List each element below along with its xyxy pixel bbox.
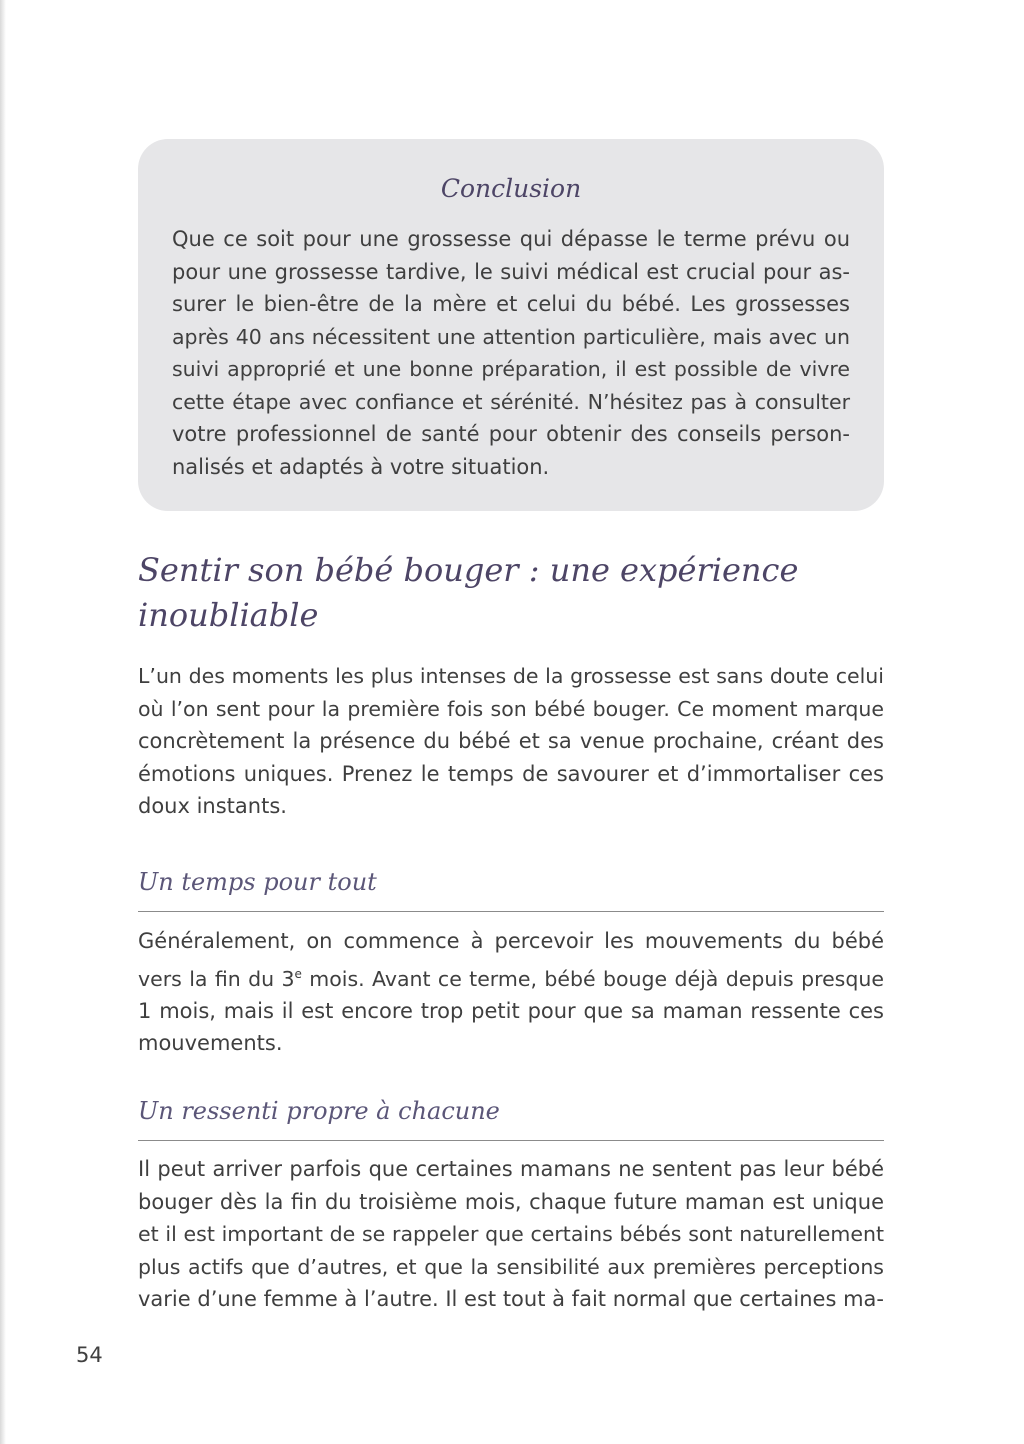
conclusion-line: surer le bien-être de la mère et celui du bébé. Les grossesses <box>172 292 850 316</box>
temps-line: mouvements. <box>138 1031 283 1056</box>
section-title-line: inoubliable <box>138 596 319 634</box>
conclusion-line: votre professionnel de santé pour obtenir des conseils person- <box>172 422 850 446</box>
page-number: 54 <box>76 1343 103 1367</box>
ressenti-paragraph <box>138 1153 884 1316</box>
temps-line-part: vers la fin du 3 <box>138 966 295 991</box>
intro-paragraph <box>138 660 884 823</box>
intro-line: où l’on sent pour la première fois son bébé bouger. Ce moment marque <box>138 696 884 721</box>
temps-line-part: mois. Avant ce terme, bébé bouge déjà depuis presque <box>301 966 884 991</box>
temps-line <box>138 958 884 995</box>
conclusion-box <box>138 139 884 511</box>
conclusion-line: nalisés et adaptés à votre situation. <box>172 454 550 479</box>
subheading-ressenti: Un ressenti propre à chacune <box>138 1097 884 1141</box>
ressenti-line: Il peut arriver parfois que certaines mamans ne sentent pas leur bébé <box>138 1157 884 1181</box>
ressenti-line: et il est important de se rappeler que certains bébés sont naturellement <box>138 1222 884 1246</box>
conclusion-line: cette étape avec confiance et sérénité. N’hésitez pas à consulter <box>172 389 850 414</box>
temps-paragraph <box>138 925 884 1060</box>
conclusion-line: après 40 ans nécessitent une attention particulière, mais avec un <box>172 324 850 349</box>
intro-line: concrètement la présence du bébé et sa venue prochaine, créant des <box>138 729 884 753</box>
intro-line: émotions uniques. Prenez le temps de savourer et d’immortaliser ces <box>138 761 884 786</box>
temps-line: Généralement, on commence à percevoir les mouvements du bébé <box>138 929 884 953</box>
conclusion-line: suivi approprié et une bonne préparation, il est possible de vivre <box>172 357 850 381</box>
conclusion-paragraph <box>172 223 850 483</box>
superscript: e <box>294 966 302 981</box>
conclusion-title: Conclusion <box>440 174 582 203</box>
section-title <box>138 548 884 638</box>
conclusion-line: pour une grossesse tardive, le suivi médical est crucial pour as- <box>172 259 850 284</box>
subheading-temps: Un temps pour tout <box>138 868 884 912</box>
temps-line: 1 mois, mais il est encore trop petit pour que sa maman ressente ces <box>138 998 884 1023</box>
conclusion-line: Que ce soit pour une grossesse qui dépasse le terme prévu ou <box>172 227 850 251</box>
intro-line: L’un des moments les plus intenses de la grossesse est sans doute celui <box>138 664 884 688</box>
page-edge <box>0 0 6 1444</box>
section-title-line: Sentir son bébé bouger : une expérience <box>138 551 799 589</box>
ressenti-line: plus actifs que d’autres, et que la sensibilité aux premières perceptions <box>138 1254 884 1279</box>
ressenti-line: bouger dès la fin du troisième mois, chaque future maman est unique <box>138 1189 884 1214</box>
intro-line: doux instants. <box>138 794 287 818</box>
ressenti-line: varie d’une femme à l’autre. Il est tout à fait normal que certaines ma- <box>138 1287 884 1311</box>
